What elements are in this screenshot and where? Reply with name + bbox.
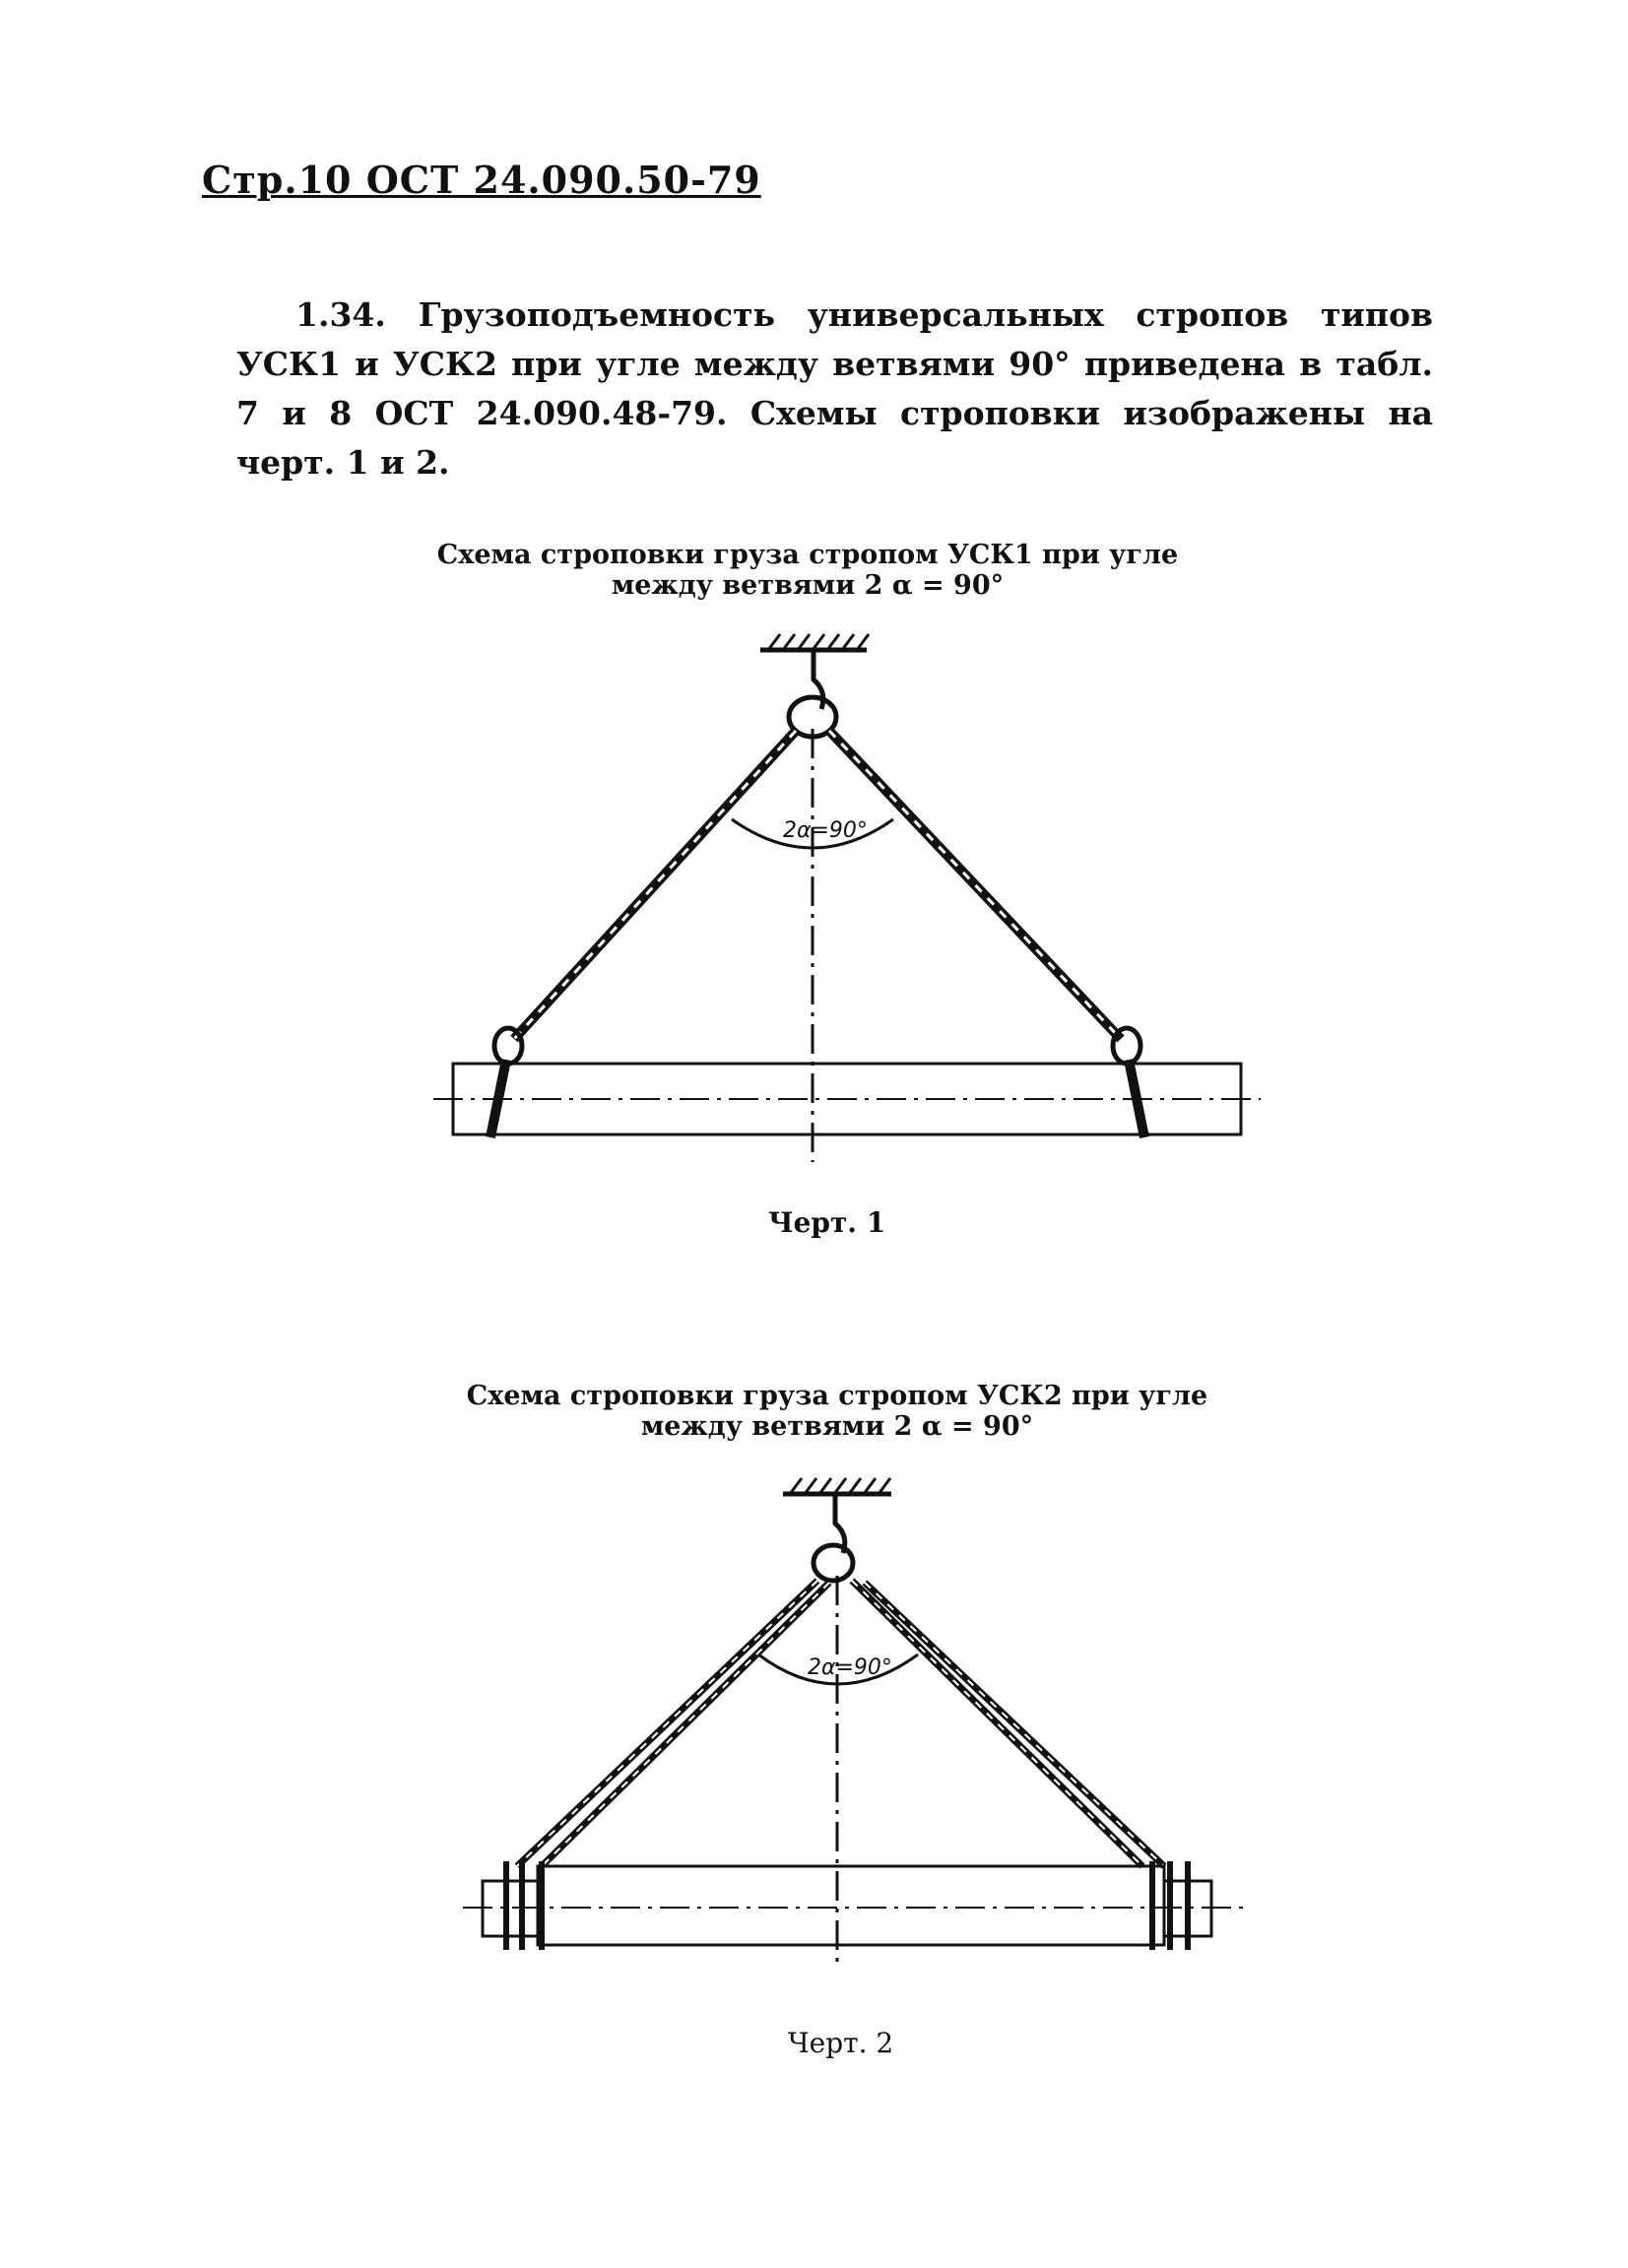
hook <box>814 1496 853 1581</box>
figure2-caption-line2: между ветвями 2 α = 90° <box>640 1411 1034 1442</box>
figure2-label: Черт. 2 <box>788 2027 894 2059</box>
sling-left-double <box>517 1581 829 1866</box>
figure2-caption <box>394 1381 1280 1442</box>
paragraph-1-34 <box>236 291 1433 487</box>
hook-mount <box>760 634 869 650</box>
sling-left <box>490 731 796 1137</box>
hook <box>789 652 836 737</box>
figure2-diagram <box>463 1472 1251 1984</box>
paragraph-text: Грузоподъемность универсальных стропов типов УСК1 и УСК2 при угле между ветвями 90° приведена в табл. 7 и 8 ОСТ 24.090.48-79. Схемы строповки изображены на черт. 1 и 2. <box>236 295 1433 482</box>
angle-label: 2α=90° <box>808 1655 892 1680</box>
figure1-caption-line2: между ветвями 2 α = 90° <box>611 570 1005 601</box>
load-pipe <box>463 1861 1251 1950</box>
paragraph-number: 1.34. <box>295 295 386 334</box>
figure2-caption-line1: Схема строповки груза стропом УСК2 при угле <box>466 1381 1208 1411</box>
figure1-label: Черт. 1 <box>768 1206 886 1239</box>
sling-right <box>829 731 1144 1137</box>
figure1-diagram <box>414 630 1261 1201</box>
angle-label: 2α=90° <box>783 818 868 843</box>
page-header: Стр.10 ОСТ 24.090.50-79 <box>202 158 761 202</box>
sling-right-double <box>852 1581 1164 1866</box>
hook-mount <box>783 1478 891 1494</box>
figure1-caption-line1: Схема строповки груза стропом УСК1 при угле <box>436 540 1179 570</box>
figure1-caption <box>355 540 1261 601</box>
